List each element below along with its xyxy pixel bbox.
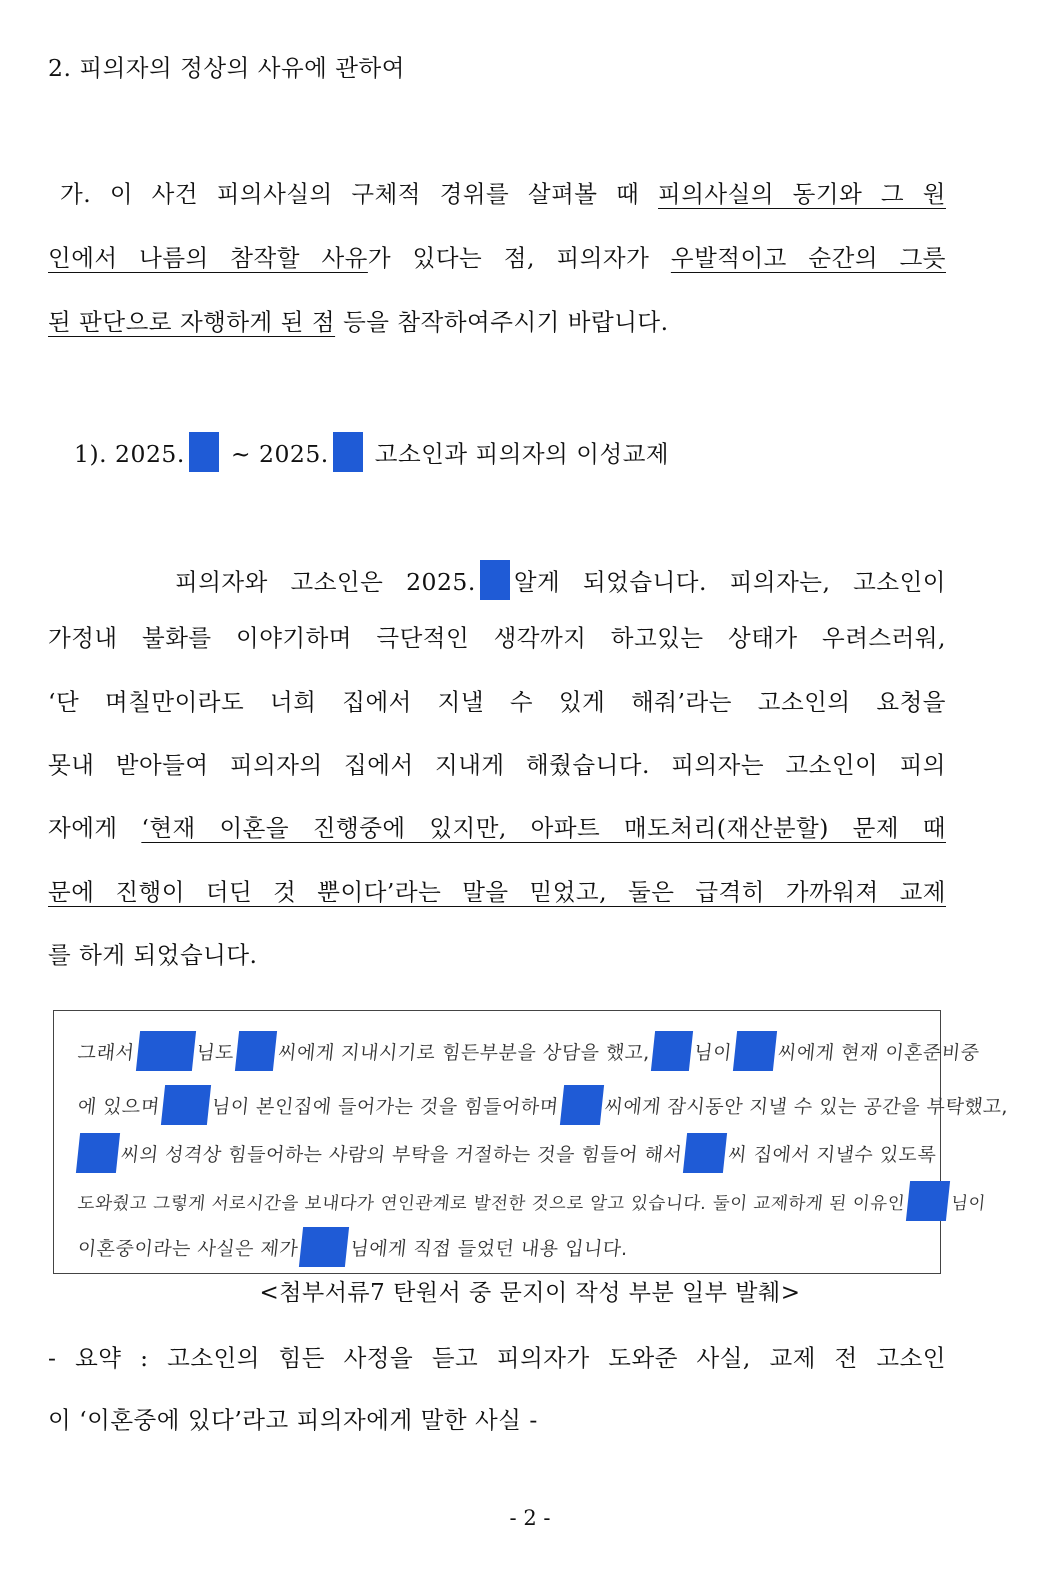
page-number: - 2 - xyxy=(509,1506,551,1530)
paragraph-ga-line-3: 된 판단으로 자행하게 된 점 등을 참작하여주시기 바랍니다. xyxy=(48,308,669,336)
underlined-phrase: 문에 진행이 더딘 것 뿐이다’라는 말을 믿었고, 둘은 급격히 가까워져 교제 xyxy=(48,878,946,906)
section-heading: 2. 피의자의 정상의 사유에 관하여 xyxy=(48,54,405,82)
body-line-3: ‘단 며칠만이라도 너희 집에서 지낼 수 있게 해줘’라는 고소인의 요청을 xyxy=(48,688,946,716)
underlined-phrase: 피의사실의 동기와 그 원 xyxy=(658,180,946,208)
underlined-phrase: 된 판단으로 자행하게 된 점 xyxy=(48,308,336,336)
redaction-box xyxy=(333,432,363,472)
redaction-box xyxy=(189,432,219,472)
redaction-box xyxy=(76,1133,120,1173)
redaction-box xyxy=(135,1031,195,1071)
redaction-box xyxy=(733,1031,777,1071)
handwriting-line-4: 도와줬고 그렇게 서로시간을 보내다가 연인관계로 발전한 것으로 알고 있습니다. 둘이 교제하게 된 이유인 님이 xyxy=(76,1181,988,1221)
handwriting-line-5: 이혼중이라는 사실은 제가 님에게 직접 들었던 내용 입니다. xyxy=(76,1227,631,1267)
redaction-box xyxy=(560,1085,604,1125)
body-line-7: 를 하게 되었습니다. xyxy=(48,941,258,969)
handwriting-line-2: 에 있으며 님이 본인집에 들어가는 것을 힘들어하며 씨에게 잠시동안 지낼 수 있는 공간을 부탁했고, xyxy=(76,1085,1011,1125)
sub-heading: 1). 2025. ~ 2025. 고소인과 피의자의 이성교제 xyxy=(74,432,972,472)
body-line-1: 피의자와 고소인은 2025. 알게 되었습니다. 피의자는, 고소인이 xyxy=(175,560,946,600)
summary-line-1: - 요약 : 고소인의 힘든 사정을 듣고 피의자가 도와준 사실, 교제 전 고소인 xyxy=(48,1344,946,1372)
attachment-caption: <첨부서류7 탄원서 중 문지이 작성 부분 일부 발췌> xyxy=(259,1280,801,1306)
attachment-image-excerpt xyxy=(53,1010,1010,1274)
redaction-box xyxy=(651,1031,693,1071)
body-line-6 xyxy=(48,876,946,908)
redaction-box xyxy=(906,1181,950,1221)
handwriting-line-3: 씨의 성격상 힘들어하는 사람의 부탁을 거절하는 것을 힘들어 해서 씨 집에서 지낼수 있도록 xyxy=(76,1133,939,1173)
paragraph-ga-line-1: 가. 이 사건 피의사실의 구체적 경위를 살펴볼 때 피의사실의 동기와 그 원 xyxy=(60,180,946,208)
redaction-box xyxy=(235,1031,277,1071)
handwriting-line-1: 그래서 님도 씨에게 지내시기로 힘든부분을 상담을 했고, 님이 씨에게 현재 이혼준비중 xyxy=(76,1031,982,1071)
body-line-4: 못내 받아들여 피의자의 집에서 지내게 해줬습니다. 피의자는 고소인이 피의 xyxy=(48,751,946,779)
underlined-phrase: 인에서 나름의 참작할 사유 xyxy=(48,244,368,272)
summary-line-2: 이 ‘이혼중에 있다’라고 피의자에게 말한 사실 - xyxy=(48,1406,538,1434)
body-line-2: 가정내 불화를 이야기하며 극단적인 생각까지 하고있는 상태가 우려스러워, xyxy=(48,624,946,652)
redaction-box xyxy=(480,560,510,600)
underlined-phrase: 우발적이고 순간의 그릇 xyxy=(670,244,946,272)
redaction-box xyxy=(161,1085,211,1125)
redaction-box xyxy=(299,1227,349,1267)
body-line-5: 자에게 ‘현재 이혼을 진행중에 있지만, 아파트 매도처리(재산분할) 문제 때 xyxy=(48,814,946,842)
paragraph-ga-line-2: 인에서 나름의 참작할 사유가 있다는 점, 피의자가 우발적이고 순간의 그릇 xyxy=(48,244,946,272)
underlined-phrase: ‘현재 이혼을 진행중에 있지만, 아파트 매도처리(재산분할) 문제 때 xyxy=(141,814,946,842)
redaction-box xyxy=(683,1133,727,1173)
